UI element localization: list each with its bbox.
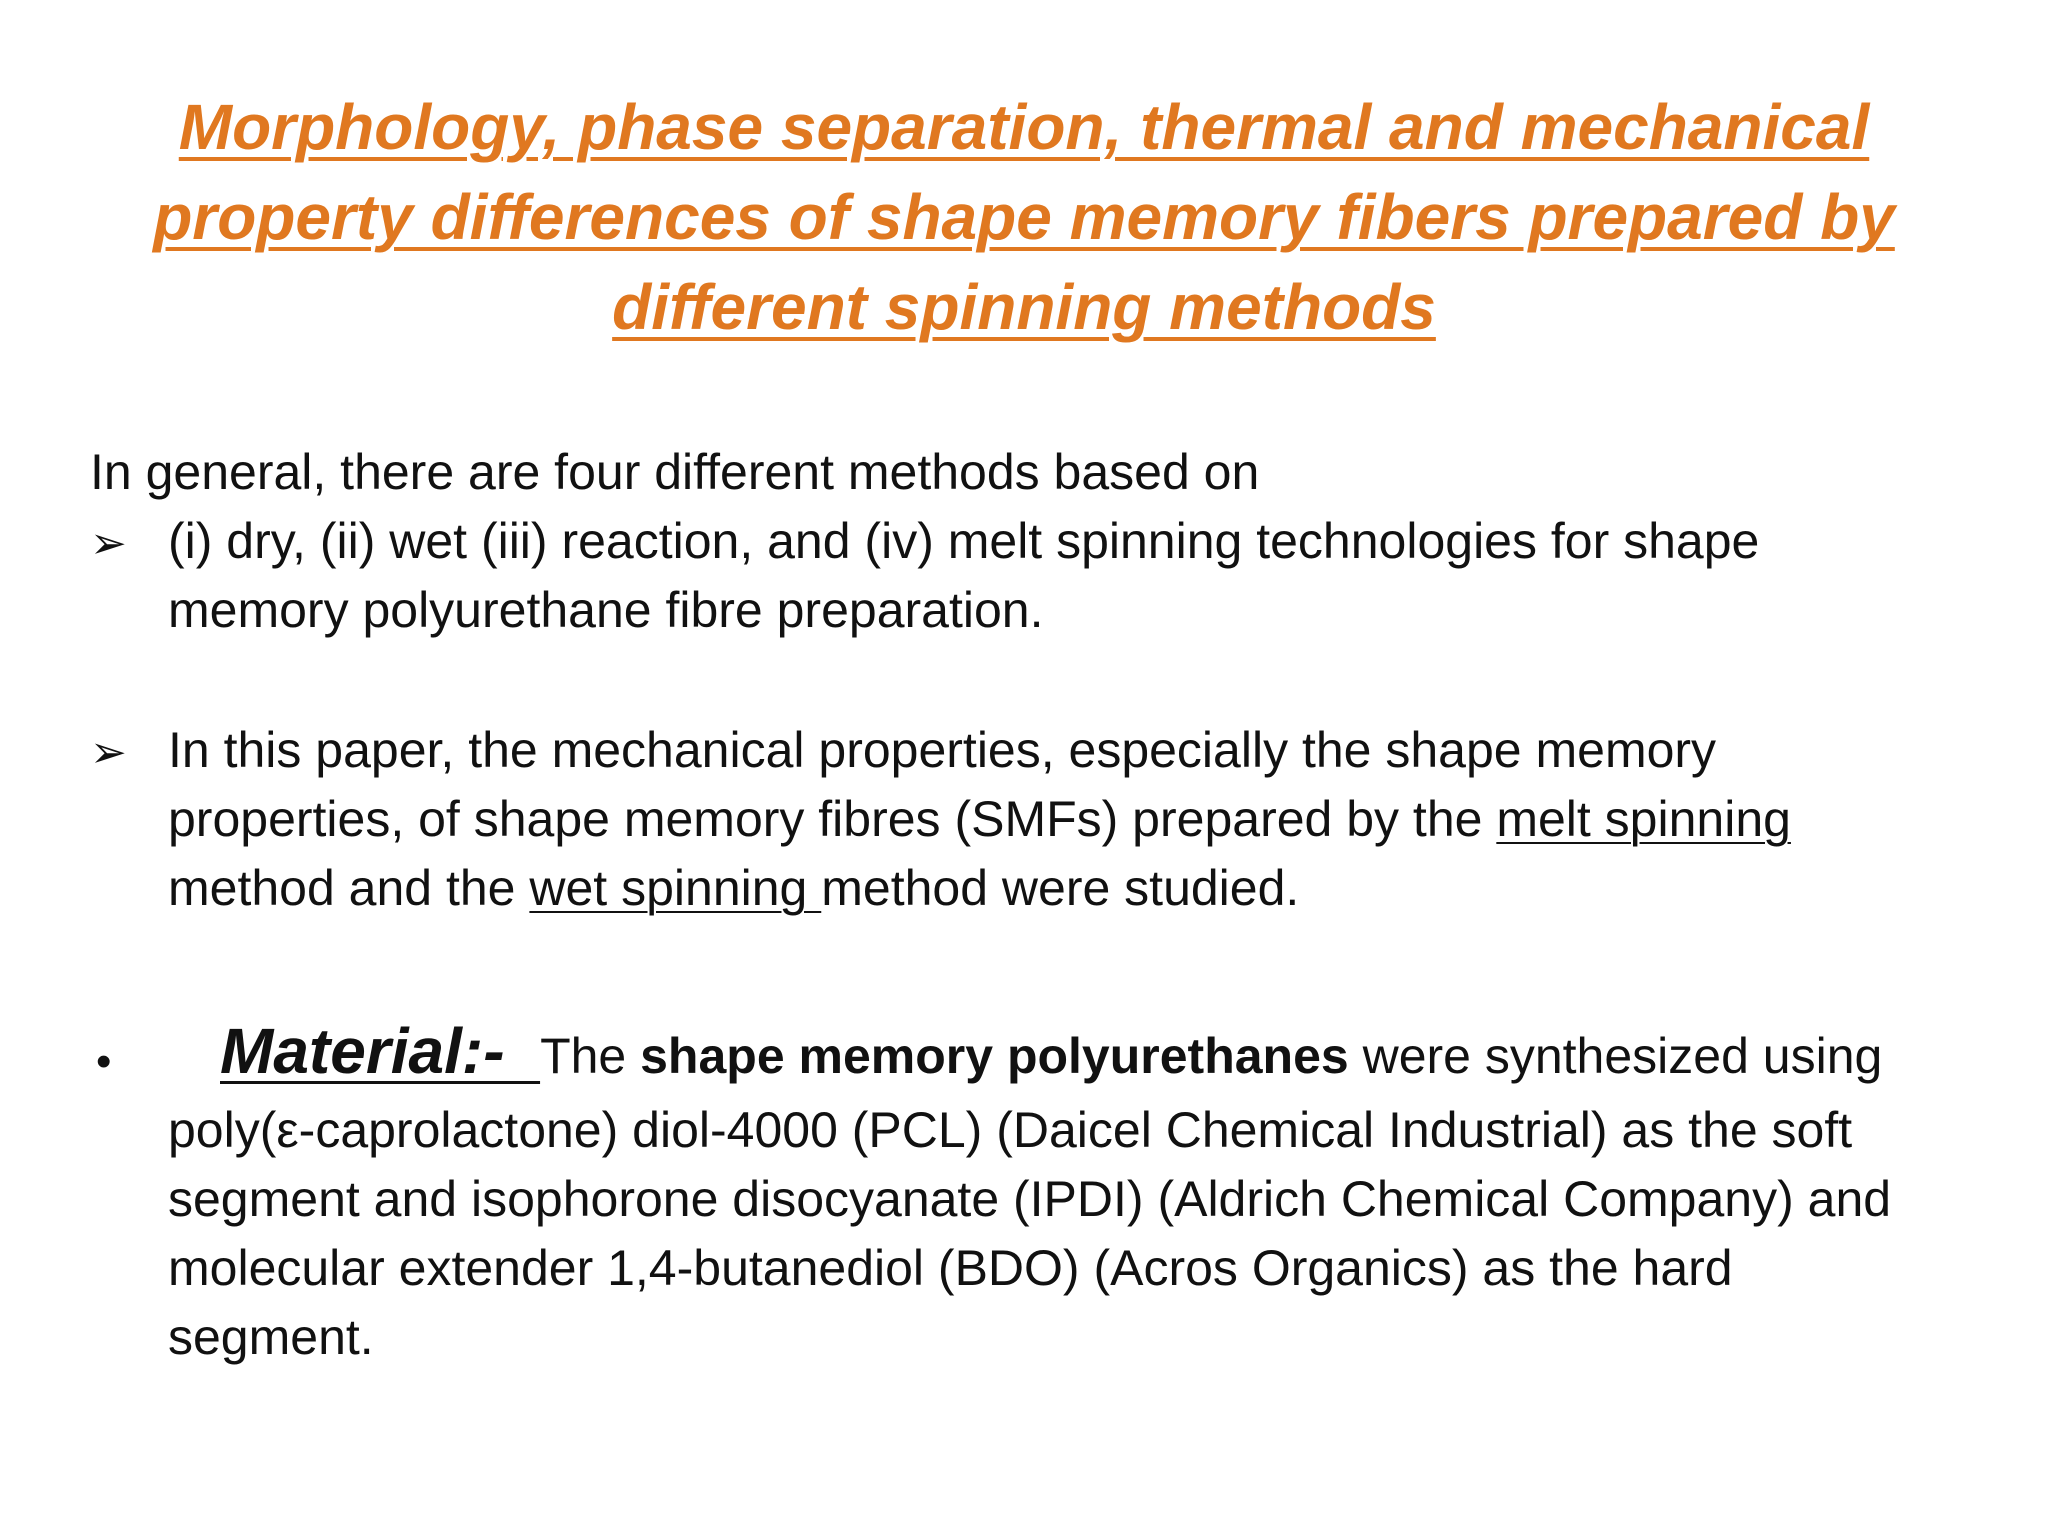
bullet-text: properties, of shape memory fibres (SMFs) prepared by the <box>168 791 1497 847</box>
bullet-line <box>168 854 2048 923</box>
bullet-line: segment and isophorone disocyanate (IPDI) (Aldrich Chemical Company) and <box>168 1171 1892 1227</box>
arrow-bullet-icon: ➢ <box>90 728 127 777</box>
bullet-line <box>168 1011 2048 1096</box>
dot-bullet-icon: • <box>96 1037 112 1086</box>
intro-text: In general, there are four different methods based on <box>90 444 1260 500</box>
bullet-line: In this paper, the mechanical properties, especially the shape memory <box>168 722 1717 778</box>
title-line-1: Morphology, phase separation, thermal and mechanical <box>178 91 1870 163</box>
title-line-3: different spinning methods <box>612 271 1436 343</box>
bullet-text: The <box>540 1028 641 1084</box>
bullet-line: memory polyurethane fibre preparation. <box>168 582 1044 638</box>
bullet-line <box>168 785 2048 854</box>
bold-term: shape memory polyurethanes <box>640 1028 1349 1084</box>
bullet-text: were synthesized using <box>1348 1028 1883 1084</box>
bullet-text: method and the <box>168 860 530 916</box>
title-line-2: property differences of shape memory fibers prepared by <box>153 181 1895 253</box>
underlined-term: wet spinning <box>529 860 822 916</box>
material-heading: Material:- <box>220 1015 505 1087</box>
bullet-line: (i) dry, (ii) wet (iii) reaction, and (iv) melt spinning technologies for shape <box>168 513 1760 569</box>
bullet-line: segment. <box>168 1309 374 1365</box>
bullet-line: poly(ε-caprolactone) diol-4000 (PCL) (Daicel Chemical Industrial) as the soft <box>168 1102 1853 1158</box>
bullet-line: molecular extender 1,4-butanediol (BDO) (Acros Organics) as the hard <box>168 1240 1733 1296</box>
bullet-text: method were studied. <box>821 860 1300 916</box>
slide-title <box>100 82 1948 352</box>
underlined-term: melt spinning <box>1496 791 1791 847</box>
arrow-bullet-icon: ➢ <box>90 519 127 568</box>
